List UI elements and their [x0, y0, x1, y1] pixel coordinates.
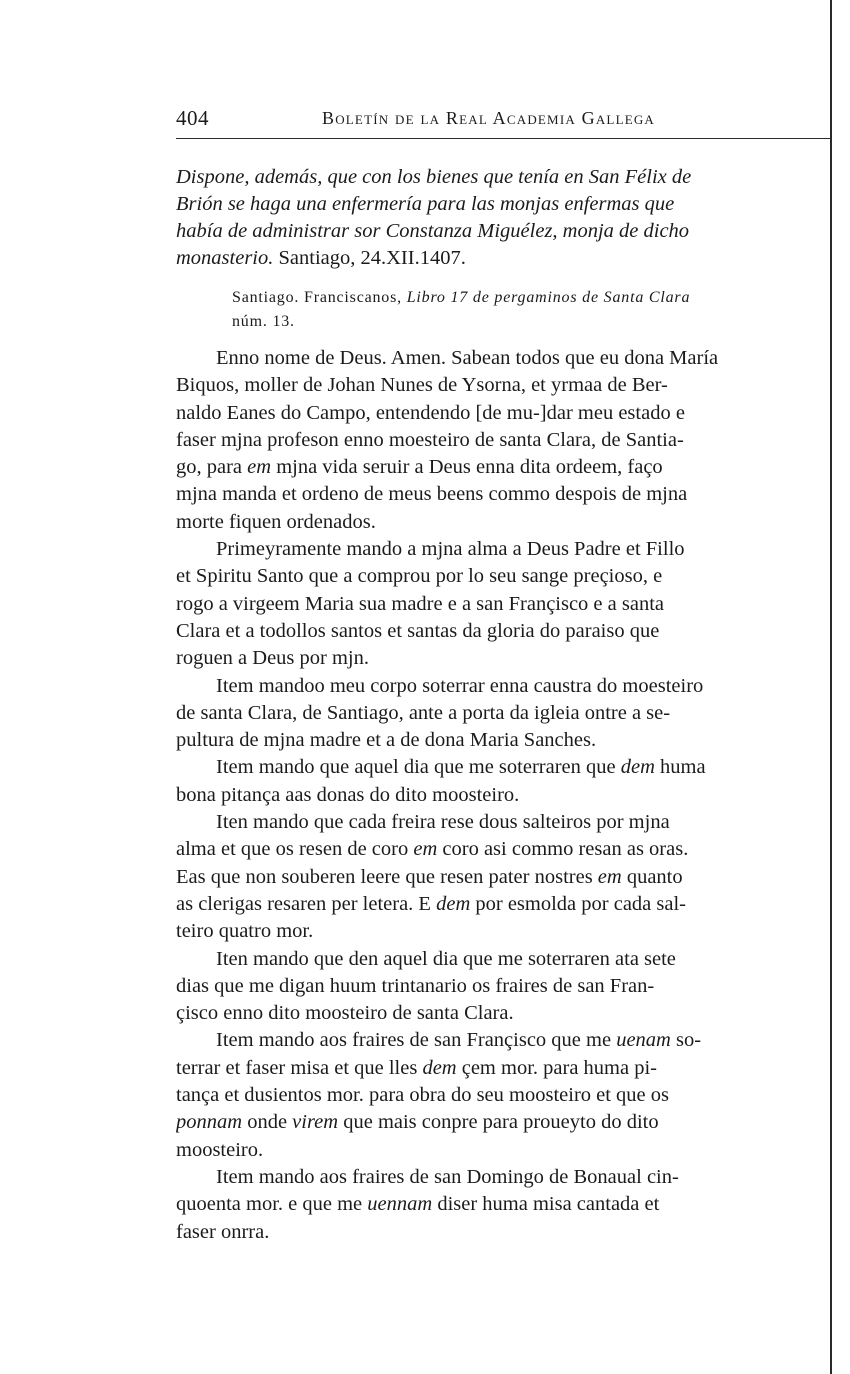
text-run: bona pitança aas donas do dito moosteiro. [176, 783, 520, 806]
body-line [176, 427, 832, 454]
text-run: Iten mando que den aquel dia que me soterraren ata sete [216, 947, 676, 970]
body-line [176, 836, 832, 863]
body-line [176, 618, 832, 645]
text-run: moosteiro. [176, 1138, 264, 1161]
text-run: Clara et a todollos santos et santas da gloria do paraiso que [176, 619, 660, 642]
text-run: mjna vida seruir a Deus enna dita ordeem, faço [271, 456, 663, 479]
body-line [176, 727, 832, 754]
summary-line: Brión se haga una enfermería para las monjas enfermas que [176, 193, 675, 215]
body-line [176, 1164, 832, 1191]
italic-text: virem [292, 1111, 339, 1134]
text-run: Enno nome de Deus. Amen. Sabean todos que eu dona María [216, 347, 719, 369]
body-line [176, 1109, 832, 1136]
text-run: as clerigas resaren per letera. E [176, 892, 437, 915]
source-citation [232, 286, 832, 334]
body-line [176, 1055, 832, 1082]
text-run: quoenta mor. e que me [176, 1193, 368, 1216]
body-line [176, 481, 832, 508]
body-line [176, 1219, 832, 1246]
body-line [176, 782, 832, 809]
text-run: de santa Clara, de Santiago, ante a porta da igleia ontre a se- [176, 701, 671, 724]
text-run: onde [242, 1111, 293, 1134]
text-run: Item mando aos fraires de san Françisco que me [216, 1029, 617, 1052]
italic-text: em [413, 838, 438, 861]
body-line [176, 1137, 832, 1164]
text-run: teiro quatro mor. [176, 920, 314, 943]
running-head: Boletín de la Real Academia Gallega [322, 108, 656, 128]
body-line [176, 673, 832, 700]
text-run: coro asi commo resan as oras. [437, 838, 689, 861]
text-run: go, para [176, 456, 248, 479]
source-line: Santiago. Franciscanos, Libro 17 de pergaminos de Santa Clara [232, 289, 691, 306]
text-run: Item mando aos fraires de san Domingo de Bonaual cin- [216, 1165, 679, 1188]
document-summary [176, 164, 834, 272]
body-line [176, 509, 832, 536]
body-line [176, 1027, 832, 1054]
text-run: alma et que os resen de coro [176, 838, 414, 861]
header-rule [176, 138, 832, 139]
text-run: naldo Eanes do Campo, entendendo [de mu-]dar meu estado e [176, 401, 685, 424]
summary-line: Dispone, además, que con los bienes que tenía en San Félix de [176, 166, 692, 188]
body-line [176, 345, 832, 372]
body-line [176, 918, 832, 945]
body-line [176, 645, 832, 672]
body-line [176, 864, 832, 891]
text-run: Eas que non souberen leere que resen pater nostres [176, 865, 598, 888]
text-run: so- [670, 1029, 702, 1052]
text-run: çisco enno dito moosteiro de santa Clara. [176, 1002, 514, 1025]
text-run: tança et dusientos mor. para obra do seu moosteiro et que os [176, 1084, 670, 1107]
italic-text: dem [436, 892, 471, 915]
italic-text: dem [422, 1056, 457, 1079]
italic-text: uennam [367, 1193, 433, 1216]
body-line [176, 891, 832, 918]
summary-line: monasterio. Santiago, 24.XII.1407. [176, 247, 466, 269]
italic-text: em [597, 865, 622, 888]
body-line [176, 700, 832, 727]
italic-text: em [247, 456, 272, 479]
text-run: faser onrra. [176, 1220, 270, 1243]
body-line [176, 1000, 832, 1027]
document-body [176, 345, 832, 1246]
text-run: roguen a Deus por mjn. [176, 647, 369, 670]
text-run: morte fiquen ordenados. [176, 510, 376, 533]
italic-text: ponnam [176, 1111, 243, 1134]
body-line [176, 973, 832, 1000]
text-run: rogo a virgeem Maria sua madre e a san Françisco e a santa [176, 592, 665, 615]
body-line [176, 946, 832, 973]
text-run: dias que me digan huum trintanario os fraires de san Fran- [176, 974, 655, 997]
body-line [176, 754, 832, 781]
page-header [176, 106, 826, 136]
body-line [176, 809, 832, 836]
text-run: diser huma misa cantada et [432, 1193, 660, 1216]
text-run: çem mor. para huma pi- [456, 1056, 657, 1079]
body-line [176, 563, 832, 590]
body-line [176, 400, 832, 427]
body-line [176, 536, 832, 563]
text-run: por esmolda por cada sal- [470, 892, 686, 915]
text-run: Item mando que aquel dia que me soterraren que [216, 756, 621, 779]
text-run: terrar et faser misa et que lles [176, 1056, 423, 1079]
italic-text: dem [620, 756, 655, 779]
text-run: Iten mando que cada freira rese dous salteiros por mjna [216, 811, 670, 834]
summary-line: había de administrar sor Constanza Miguélez, monja de dicho [176, 220, 690, 242]
text-run: Item mandoo meu corpo soterrar enna caustra do moesteiro [216, 674, 704, 697]
text-run: Primeyramente mando a mjna alma a Deus Padre et Fillo [216, 538, 685, 561]
page-number: 404 [176, 106, 209, 130]
italic-text: uenam [616, 1029, 671, 1052]
text-run: quanto [621, 865, 683, 888]
body-line [176, 372, 832, 399]
text-run: faser mjna profeson enno moesteiro de santa Clara, de Santia- [176, 428, 684, 451]
body-line [176, 1191, 832, 1218]
text-run: pultura de mjna madre et a de dona Maria Sanches. [176, 729, 597, 752]
body-line [176, 1082, 832, 1109]
text-run: Biquos, moller de Johan Nunes de Ysorna, et yrmaa de Ber- [176, 374, 668, 397]
text-run: mjna manda et ordeno de meus beens commo despois de mjna [176, 483, 688, 506]
text-run: huma [654, 756, 706, 779]
body-line [176, 591, 832, 618]
body-line [176, 454, 832, 481]
text-run: que mais conpre para proueyto do dito [338, 1111, 659, 1134]
text-run: et Spiritu Santo que a comprou por lo seu sange preçioso, e [176, 565, 663, 588]
source-line: núm. 13. [232, 313, 295, 330]
